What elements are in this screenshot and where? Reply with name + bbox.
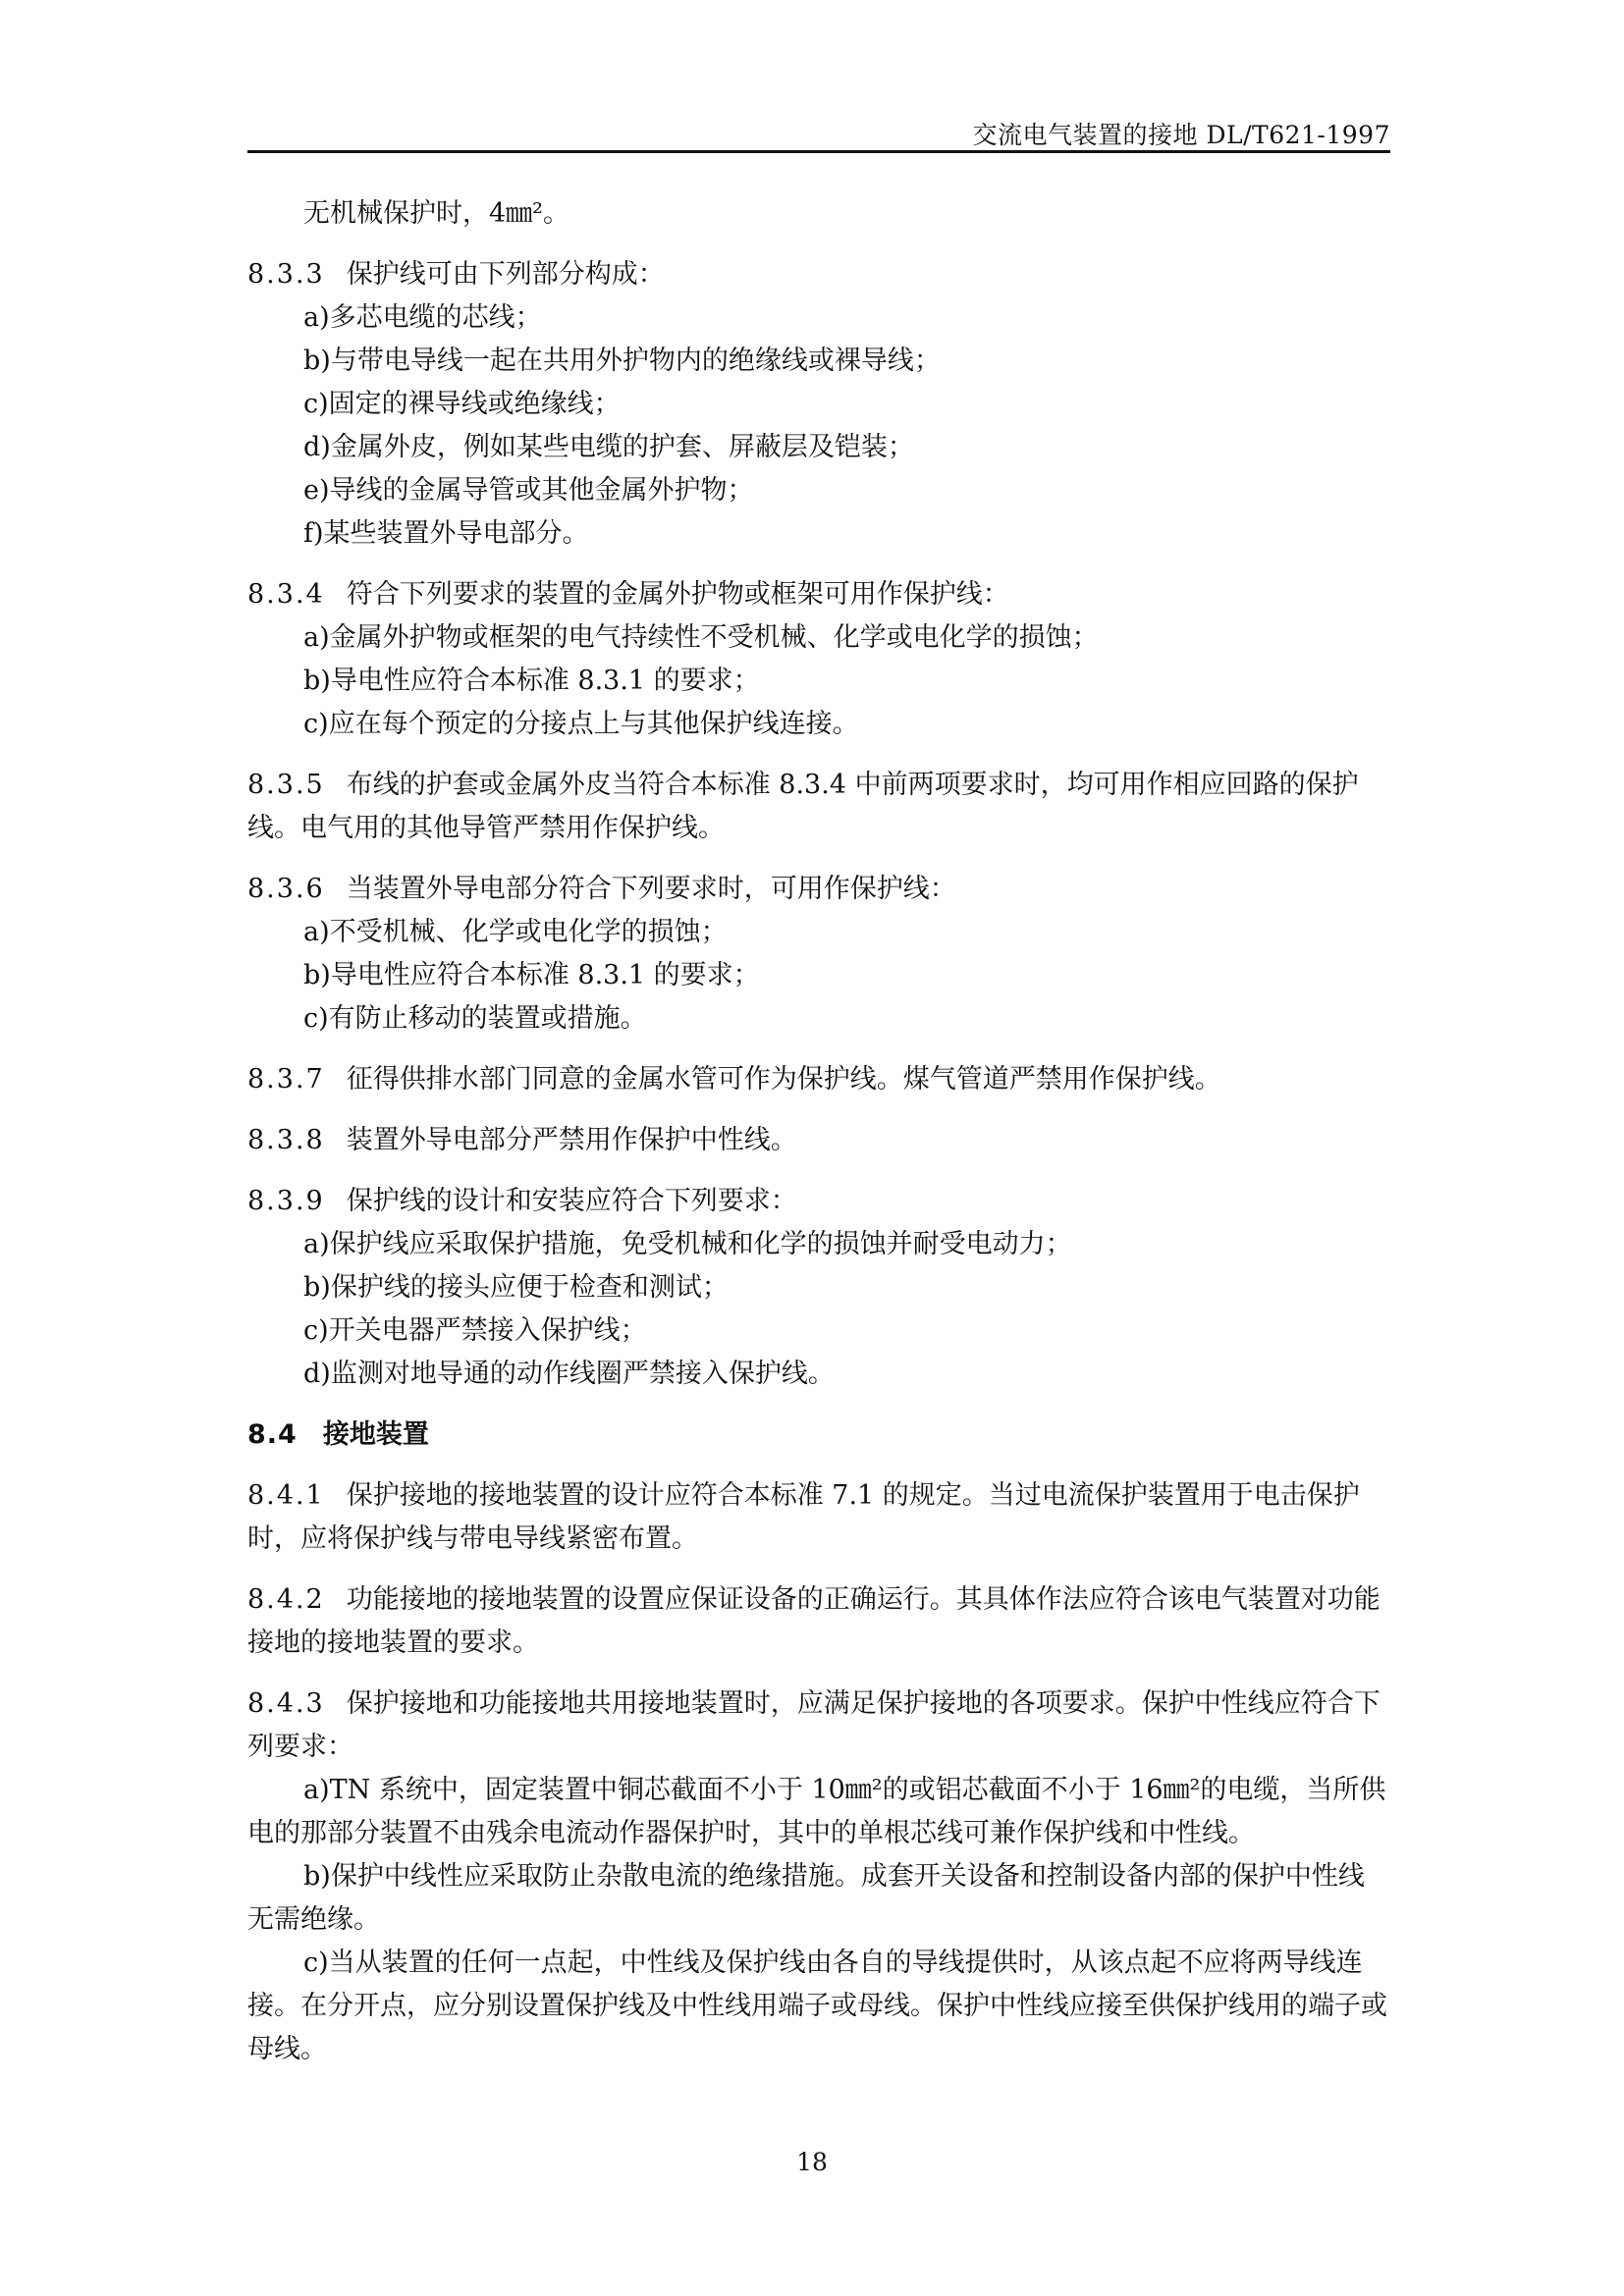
clause-title: 保护线可由下列部分构成： xyxy=(346,259,665,290)
list-item: c)应在每个预定的分接点上与其他保护线连接。 xyxy=(303,709,859,739)
list-item: a)保护线应采取保护措施，免受机械和化学的损蚀并耐受电动力； xyxy=(303,1229,1072,1259)
list-item: c)开关电器严禁接入保护线； xyxy=(303,1315,647,1346)
clause-8-4-1 xyxy=(247,1474,1390,1561)
list-item: c)固定的裸导线或绝缘线； xyxy=(303,389,621,419)
clause-8-3-9 xyxy=(247,1180,1390,1396)
list-item: b)与带电导线一起在共用外护物内的绝缘线或裸导线； xyxy=(303,346,941,376)
list-item: a)金属外护物或框架的电气持续性不受机械、化学或电化学的损蚀； xyxy=(303,622,1099,653)
clause-number: 8.3.7 xyxy=(247,1064,325,1095)
list-item: c)有防止移动的装置或措施。 xyxy=(303,1003,647,1034)
list-item: d)监测对地导通的动作线圈严禁接入保护线。 xyxy=(303,1359,835,1389)
page-body xyxy=(247,192,1390,2071)
clause-number: 8.3.5 xyxy=(247,770,325,800)
clause-title: 符合下列要求的装置的金属外护物或框架可用作保护线： xyxy=(346,579,1009,610)
running-header: 交流电气装置的接地 DL/T621-1997 xyxy=(972,121,1390,149)
clause-number: 8.4.2 xyxy=(247,1584,325,1615)
header-rule xyxy=(247,150,1390,153)
list-item: a)多芯电缆的芯线； xyxy=(303,302,542,333)
clause-number: 8.4.3 xyxy=(247,1688,325,1719)
list-item: c)当从装置的任何一点起，中性线及保护线由各自的导线提供时，从该点起不应将两导线连接。在分开点，应分别设置保护线及中性线用端子或母线。保护中性线应接至供保护线用的端子或母线。 xyxy=(247,1948,1387,2064)
clause-number: 8.3.9 xyxy=(247,1186,325,1216)
clause-8-3-8 xyxy=(247,1119,1390,1162)
clause-number: 8.3.3 xyxy=(247,259,325,290)
clause-text: 保护接地的接地装置的设计应符合本标准 7.1 的规定。当过电流保护装置用于电击保护时，应将保护线与带电导线紧密布置。 xyxy=(247,1480,1360,1554)
list-item: f)某些装置外导电部分。 xyxy=(303,518,589,549)
clause-text: 功能接地的接地装置的设置应保证设备的正确运行。其具体作法应符合该电气装置对功能接地的接地装置的要求。 xyxy=(247,1584,1380,1658)
list-item: a)TN 系统中，固定装置中铜芯截面不小于 10㎜²的或铝芯截面不小于 16㎜²的电缆，当所供电的那部分装置不由残余电流动作器保护时，其中的单根芯线可兼作保护线和中性线。 xyxy=(247,1775,1386,1848)
clause-text: 征得供排水部门同意的金属水管可作为保护线。煤气管道严禁用作保护线。 xyxy=(346,1064,1221,1095)
clause-text: 保护接地和功能接地共用接地装置时，应满足保护接地的各项要求。保护中性线应符合下列要求： xyxy=(247,1688,1380,1762)
clause-8-3-4 xyxy=(247,573,1390,746)
clause-8-3-5 xyxy=(247,764,1390,850)
clause-8-3-7 xyxy=(247,1058,1390,1101)
clause-8-4-2 xyxy=(247,1578,1390,1665)
list-item: b)保护中线性应采取防止杂散电流的绝缘措施。成套开关设备和控制设备内部的保护中性线无需绝缘。 xyxy=(247,1861,1365,1935)
clause-number: 8.3.6 xyxy=(247,874,325,904)
clause-number: 8.4.1 xyxy=(247,1480,325,1511)
text-line: 无机械保护时，4㎜²。 xyxy=(303,198,570,229)
list-item: d)金属外皮，例如某些电缆的护套、屏蔽层及铠装； xyxy=(303,432,914,462)
list-item: b)导电性应符合本标准 8.3.1 的要求； xyxy=(303,666,760,696)
list-item: b)保护线的接头应便于检查和测试； xyxy=(303,1272,729,1303)
section-number: 8.4 xyxy=(247,1419,298,1450)
clause-8-3-3 xyxy=(247,253,1390,556)
clause-number: 8.3.4 xyxy=(247,579,325,610)
section-title: 接地装置 xyxy=(322,1419,429,1450)
list-item: e)导线的金属导管或其他金属外护物； xyxy=(303,475,754,506)
list-item: a)不受机械、化学或电化学的损蚀； xyxy=(303,917,728,947)
section-8-4-heading xyxy=(247,1414,1390,1457)
list-item: b)导电性应符合本标准 8.3.1 的要求； xyxy=(303,960,760,990)
page-number: 18 xyxy=(796,2148,828,2176)
clause-text: 布线的护套或金属外皮当符合本标准 8.3.4 中前两项要求时，均可用作相应回路的保护线。电气用的其他导管严禁用作保护线。 xyxy=(247,770,1359,843)
clause-number: 8.3.8 xyxy=(247,1125,325,1155)
clause-8-4-3 xyxy=(247,1682,1390,2071)
clause-8-3-6 xyxy=(247,868,1390,1041)
clause-text: 装置外导电部分严禁用作保护中性线。 xyxy=(346,1125,797,1155)
clause-title: 保护线的设计和安装应符合下列要求： xyxy=(346,1186,797,1216)
clause-title: 当装置外导电部分符合下列要求时，可用作保护线： xyxy=(346,874,956,904)
